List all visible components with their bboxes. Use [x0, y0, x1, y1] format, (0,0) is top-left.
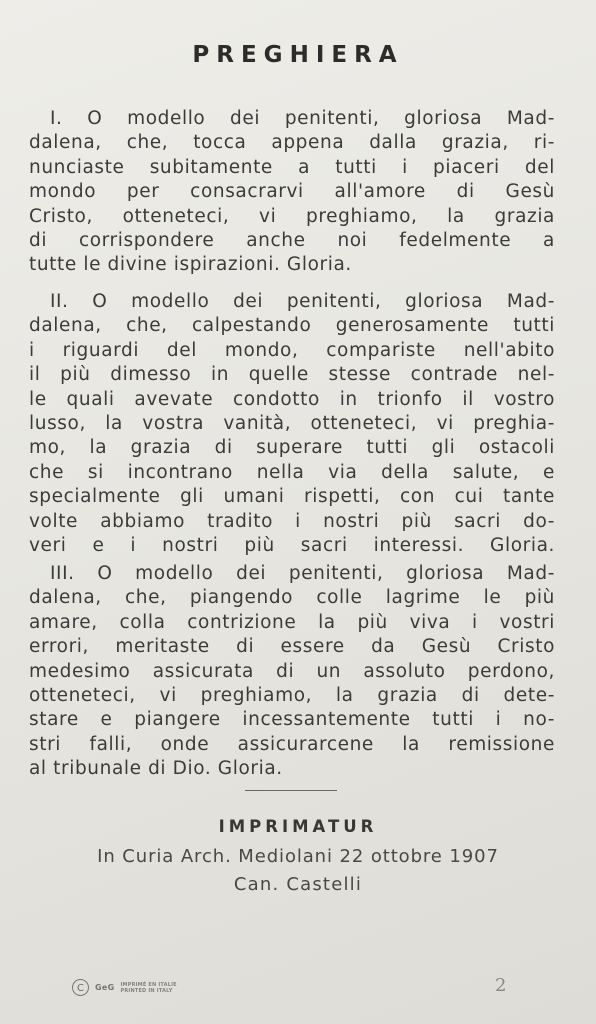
- print-note-line: IMPRIMÉ EN ITALIE: [120, 981, 177, 988]
- prayer-line: di corrispondere anche noi fedelmente a: [29, 229, 555, 251]
- prayer-line: III. O modello dei penitenti, gloriosa Mad-: [50, 563, 555, 584]
- prayer-line: nunciaste subitamente a tutti i piaceri del: [29, 156, 555, 178]
- publisher-mark: GeG: [95, 983, 115, 992]
- print-note-line: PRINTED IN ITALY: [120, 987, 173, 994]
- prayer-line: Cristo, otteneteci, vi preghiamo, la grazia: [29, 205, 555, 227]
- prayer-line: errori, meritaste di essere da Gesù Cristo: [29, 636, 555, 658]
- prayer-line: I. O modello dei penitenti, gloriosa Mad-: [50, 108, 555, 129]
- prayer-line: lusso, la vostra vanità, otteneteci, vi preghia-: [29, 412, 555, 434]
- prayer-line: II. O modello dei penitenti, gloriosa Mad-: [50, 291, 555, 312]
- prayer-line: i riguardi del mondo, compariste nell'abito: [29, 339, 555, 361]
- prayer-line: volte abbiamo tradito i nostri più sacri do-: [29, 510, 555, 532]
- prayer-line: amare, colla contrizione la più viva i vostri: [29, 611, 555, 633]
- prayer-line: dalena, che, piangendo colle lagrime le più: [29, 587, 555, 609]
- prayer-line: stare e piangere incessantemente tutti i no-: [29, 709, 555, 731]
- divider-rule: [245, 790, 337, 791]
- prayer-line: dalena, che, calpestando generosamente tutti: [29, 315, 555, 337]
- print-note: [120, 982, 176, 994]
- prayer-line: che si incontrano nella via della salute, e: [29, 461, 555, 483]
- prayer-line: otteneteci, vi preghiamo, la grazia di dete-: [29, 684, 555, 706]
- imprimatur-canon-line: Can. Castelli: [233, 874, 363, 895]
- prayer-line: veri e i nostri più sacri interessi. Gloria.: [29, 534, 555, 556]
- prayer-line: medesimo assicurata di un assoluto perdono,: [29, 660, 555, 682]
- prayer-line: tutte le divine ispirazioni. Gloria.: [29, 254, 352, 276]
- prayer-paragraph-2: [29, 290, 555, 558]
- prayer-line: le quali avevate condotto in trionfo il vostro: [29, 388, 555, 410]
- prayer-line: specialmente gli umani rispetti, con cui tante: [29, 486, 555, 508]
- prayer-line: dalena, che, tocca appena dalla grazia, ri-: [29, 132, 555, 154]
- page-number: 2: [495, 975, 507, 996]
- prayer-line: al tribunale di Dio. Gloria.: [29, 758, 283, 780]
- prayer-line: mo, la grazia di superare tutti gli ostacoli: [29, 437, 555, 459]
- prayer-line: il più dimesso in quelle stesse contrade nel-: [29, 364, 555, 386]
- prayer-line: mondo per consacrarvi all'amore di Gesù: [29, 181, 555, 203]
- imprimatur-heading: IMPRIMATUR: [218, 817, 378, 836]
- prayer-paragraph-1: [29, 107, 555, 278]
- page-title: PREGHIERA: [192, 42, 404, 68]
- imprimatur-curia-line: In Curia Arch. Mediolani 22 ottobre 1907: [97, 846, 499, 867]
- prayer-paragraph-3: [29, 562, 555, 782]
- publisher-footer: [72, 979, 177, 996]
- prayer-line: stri falli, onde assicurarcene la remissione: [29, 733, 555, 755]
- copyright-icon: C: [72, 979, 89, 996]
